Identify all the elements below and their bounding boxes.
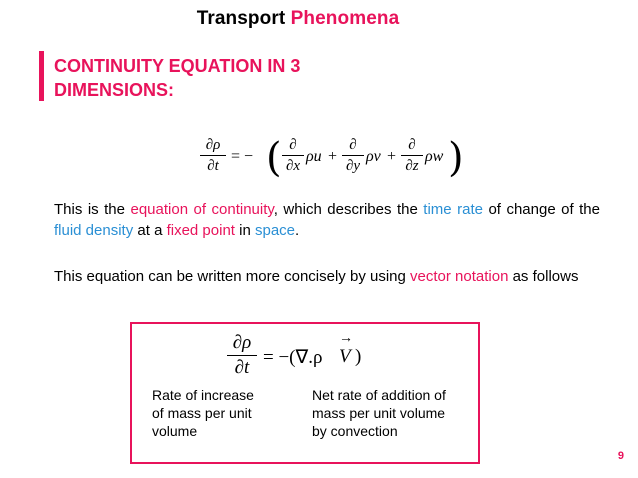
term2-fraction bbox=[342, 136, 364, 175]
p2-highlight-vector-notation: vector notation bbox=[410, 268, 509, 285]
vector-equation bbox=[227, 332, 447, 392]
vec-lhs-fraction bbox=[227, 332, 257, 379]
term3-variable: ρw bbox=[425, 148, 444, 165]
note-left-line2: of mass per unit bbox=[152, 405, 252, 421]
note-left-line3: volume bbox=[152, 423, 198, 439]
term3-numerator: ∂ bbox=[408, 137, 416, 153]
note-left-line1: Rate of increase bbox=[152, 387, 254, 403]
term1-variable: ρu bbox=[306, 148, 322, 165]
definition-paragraph bbox=[54, 199, 600, 241]
vec-close-paren: ) bbox=[355, 346, 362, 367]
vec-velocity: V bbox=[339, 346, 351, 367]
section-title bbox=[54, 54, 374, 102]
section-title-line1: CONTINUITY EQUATION IN 3 bbox=[54, 56, 301, 76]
term1-fraction-bar bbox=[282, 155, 304, 156]
lhs-denominator: ∂t bbox=[207, 158, 219, 174]
continuity-equation bbox=[200, 132, 464, 188]
term3-fraction bbox=[401, 136, 423, 175]
term1-numerator: ∂ bbox=[289, 137, 297, 153]
p1-highlight-space: space bbox=[254, 222, 296, 239]
section-accent-bar bbox=[39, 51, 44, 101]
p2-text-2: as follows bbox=[508, 268, 579, 285]
vec-lhs-numerator: ∂ρ bbox=[232, 332, 252, 353]
rate-of-increase-note bbox=[152, 386, 292, 440]
p1-highlight-continuity: equation of continuity bbox=[130, 201, 274, 218]
plus-1: + bbox=[328, 148, 338, 165]
lhs-fraction bbox=[200, 136, 226, 175]
p1-highlight-fixed-point: fixed point bbox=[166, 222, 235, 239]
vector-arrow: → bbox=[339, 331, 353, 346]
right-paren: ) bbox=[448, 135, 464, 181]
vector-notation-paragraph bbox=[54, 266, 594, 287]
vec-lhs-denominator: ∂t bbox=[234, 357, 250, 378]
lhs-numerator: ∂ρ bbox=[205, 137, 221, 153]
slide-header bbox=[0, 8, 596, 30]
vec-lhs-fraction-bar bbox=[227, 355, 257, 356]
lhs-fraction-bar bbox=[200, 155, 226, 156]
note-right-line1: Net rate of addition of bbox=[312, 387, 446, 403]
term2-numerator: ∂ bbox=[349, 137, 357, 153]
equals-minus: = − bbox=[231, 148, 254, 165]
note-right-line2: mass per unit volume bbox=[312, 405, 446, 421]
term2-fraction-bar bbox=[342, 155, 364, 156]
term1-fraction bbox=[282, 136, 304, 175]
header-title-part2: Phenomena bbox=[290, 8, 400, 29]
vec-rhs: = −(∇.ρ bbox=[263, 347, 323, 368]
section-title-line2: DIMENSIONS: bbox=[54, 80, 175, 100]
note-right-line3: by convection bbox=[312, 423, 398, 439]
p1-text-1: This is the bbox=[54, 201, 131, 218]
p1-text-2: , which describes the bbox=[273, 201, 424, 218]
left-paren: ( bbox=[266, 135, 282, 181]
term3-fraction-bar bbox=[401, 155, 423, 156]
p2-text-1: This equation can be written more concisely by using bbox=[54, 268, 411, 285]
term2-variable: ρv bbox=[366, 148, 381, 165]
plus-2: + bbox=[387, 148, 397, 165]
p1-highlight-time-rate: time rate bbox=[423, 201, 483, 218]
term2-denominator: ∂y bbox=[345, 158, 361, 174]
net-rate-addition-note bbox=[312, 386, 477, 440]
p1-text-4: at a bbox=[133, 222, 167, 239]
p1-highlight-fluid-density: fluid density bbox=[54, 222, 134, 239]
p1-text-5: in bbox=[234, 222, 255, 239]
term1-denominator: ∂x bbox=[285, 158, 301, 174]
p1-text-6: . bbox=[295, 222, 300, 239]
p1-text-3: of change of the bbox=[482, 201, 600, 218]
term3-denominator: ∂z bbox=[405, 158, 419, 174]
vector-equation-box bbox=[130, 322, 480, 464]
header-title-part1: Transport bbox=[196, 8, 286, 29]
page-number: 9 bbox=[617, 450, 624, 462]
